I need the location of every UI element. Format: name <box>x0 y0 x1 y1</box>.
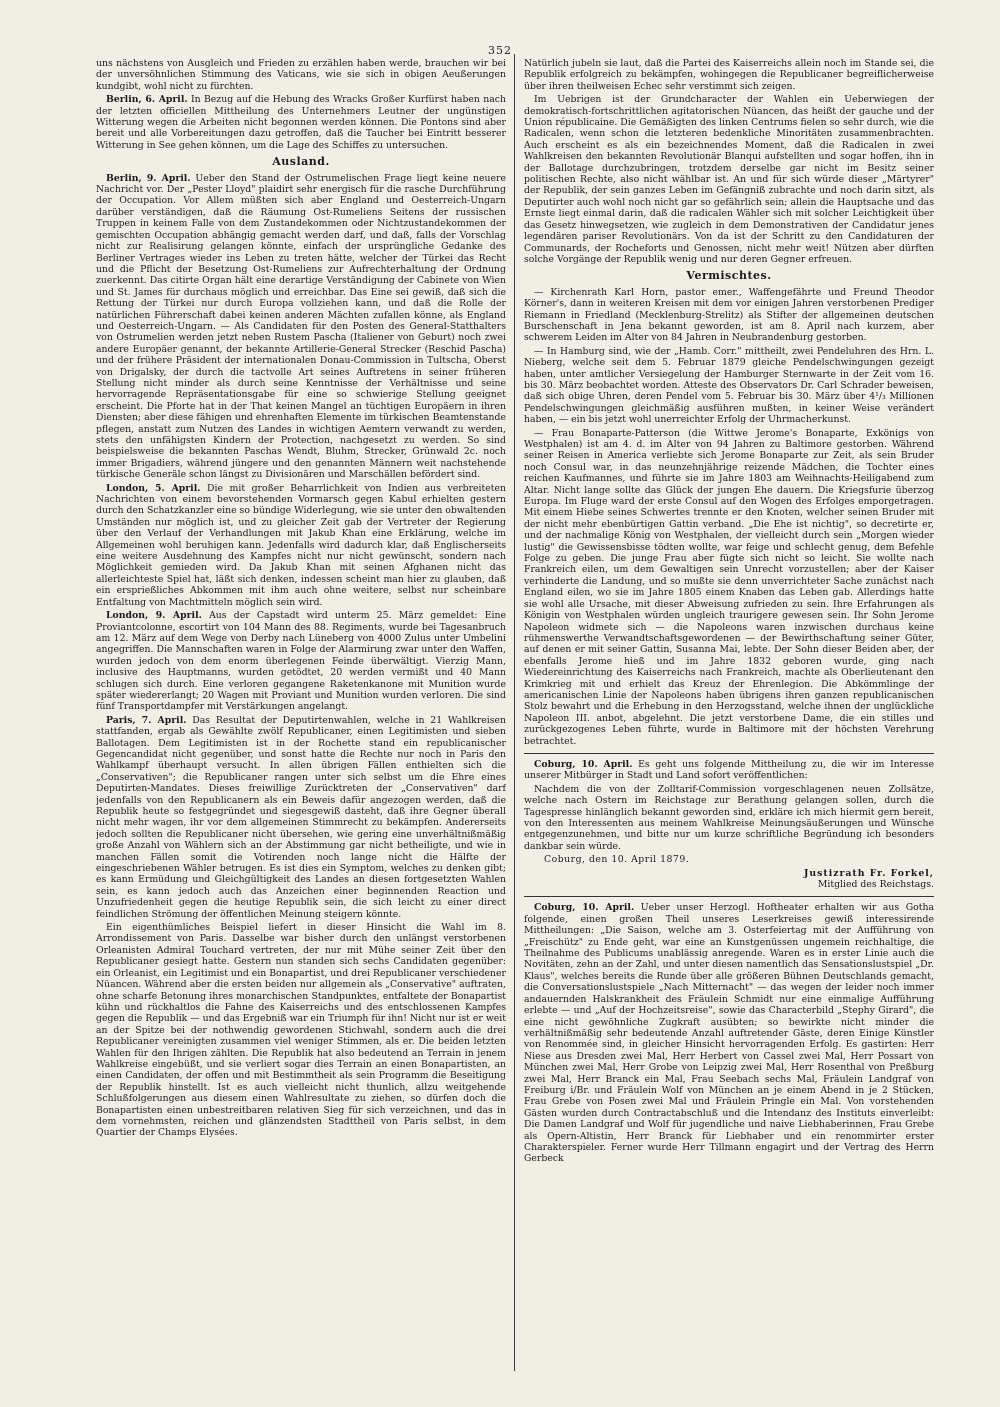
dateline: London, 9. April. <box>106 610 202 622</box>
article-london-kabul <box>96 483 506 608</box>
continuation-paragraph: Natürlich jubeln sie laut, daß die Partei des Kaiserreichs allein noch im Stande sei, die Republik erfolgreich zu bekämpfen, wohingegen die Republicaner begreiflicherweise über ihren theilweisen Echec sehr verstimmt sich zeigen. <box>524 58 934 92</box>
signature-title: Mitglied des Reichstags. <box>817 879 934 891</box>
dateline: Coburg, 10. April. <box>534 902 635 914</box>
notice-signature <box>524 868 934 891</box>
column-divider <box>514 54 515 1371</box>
article-berlin-wrack <box>96 94 506 151</box>
section-heading-vermischtes: Vermischtes. <box>686 269 772 283</box>
notice-body: Nachdem die von der Zolltarif-Commission vorgeschlagenen neuen Zollsätze, welche nach Ostern im Reichstage zur Berathung gelangen sollen, durch die Tagespresse hinlänglich bekannt geworden sind, erkläre ich mich hiermit gern bereit, von den Interessenten aus meinem Wahlkreise Meinungsäußerungen und Wünsche entgegenzunehmen, und bitte nur um kurze schriftliche Begründung ich besonders dankbar sein würde. <box>524 783 934 852</box>
signature-name: Justizrath Fr. Forkel, <box>804 867 934 879</box>
article-paris-grundcharacter: Im Uebrigen ist der Grundcharacter der Wahlen ein Ueberwiegen der demokratisch-fortschrittlichen agitatorischen Nüancen, das heißt der gauche und der Union républicaine. Die Gemäßigten des linken Centrums fielen so sehr durch, wie die Radicalen, wenn schon die letzteren bedenkliche Minoritäten zusammenbrachten. Auch erscheint es als ein bezeichnendes Moment, daß die Radicalen in zwei Wahlkreisen den bekannten Revolutionär Blanqui aufstellten und sogar hoffen, ihn in der Ballotage durchzubringen, trotzdem derselbe gar nicht im Besitz seiner politischen Rechte, also nicht wählbar ist. An und für sich würde dieser „Märtyrer" der Republik, der sein ganzes Leben im Gefängniß zubrachte und noch darin sitzt, als Deputirter auch wohl noch nicht gar so gefährlich sein; allein die Hauptsache und das Ernste liegt einmal darin, daß die radicalen Wähler sich mit solcher Leichtigkeit über das Gesetz hinwegsetzen, wie zugleich in dem Demonstrativen der Candidatur jenes legendären pariser Revolutionärs. Von da ist der Schritt zu den Candidaturen der Communards, der Rocheforts und Genossen, nicht mehr weit! Nützen aber dürften solche Vorgänge der Republik wenig und nur deren Gegner erfreuen. <box>524 94 934 265</box>
left-column <box>96 58 506 1367</box>
article-text: Das Resultat der Deputirtenwahlen, welche in 21 Wahlkreisen stattfanden, ergab als Gewählte zwölf Republicaner, einen Legitimisten und sieben Ballotagen. Dem Legitimisten ist in der Rochette stand ein republicanischer Gegencandidat nicht gegenüber, und sonst hatte die Rechte nur noch in Paris den Wahlkampf überhaupt versucht. In allen übrigen Fällen enthielten sich die „Conservativen"; die Republicaner rangen unter sich selbst um die Ehre eines Deputirten-Mandates. Dieses freiwillige Zurücktreten der „Conservativen" darf jedenfalls von den Republicanern als ein Beweis dafür angezogen werden, daß die Republik heute so festgegründet und siegesgewiß dasteht, daß ihre Gegner überall nicht mehr wagen, ihr vor dem allgemeinen Stimmrecht zu bekämpfen. Andererseits jedoch sollten die Republicaner nicht übersehen, wie gering eine unverhältnißmäßig große Anzahl von Wählern sich an der Abstimmung gar nicht betheiligte, und wie in manchen Fällen somit die Votirenden noch lange nicht die Hälfte der eingeschriebenen Wähler betrugen. Es ist dies ein Symptom, welches zu denken gibt; es kann Ermüdung und Gleichgültigkeit des Landes an diesen fortgesetzten Wahlen sein, es kann jedoch auch das Anzeichen einer beginnenden Reaction und Unzufriedenheit gegen die heutige Republik sein, die sich leicht zu einer direct feindlichen Strömung der öffentlichen Meinung steigern könnte. <box>96 714 506 920</box>
article-kirchenrath: — Kirchenrath Karl Horn, pastor emer., Waffengefährte und Freund Theodor Körner's, dann in weiteren Kreisen mit dem vor einigen Jahren verstorbenen Prediger Riemann in Friedland (Mecklenburg-Strelitz) als Stifter der allgemeinen deutschen Burschenschaft in Jena bekannt geworden, ist am 8. April nach kurzem, aber schwerem Leiden im Alter von 84 Jahren in Neubrandenburg gestorben. <box>524 286 934 344</box>
section-heading-ausland: Ausland. <box>272 155 330 169</box>
dateline: Coburg, 10. April. <box>534 758 633 770</box>
dateline: London, 5. April. <box>106 482 201 494</box>
dateline: Berlin, 9. April. <box>106 172 191 184</box>
article-berlin-orient <box>96 173 506 481</box>
article-text: Es geht uns folgende Mittheilung zu, die wir im Interesse unserer Mitbürger in Stadt und Land sofort veröffentlichen: <box>524 758 934 782</box>
dateline: Paris, 7. April. <box>106 714 187 726</box>
article-text: Aus der Capstadt wird unterm 25. März gemeldet: Eine Proviantcolonne, escortirt von 104 Mann des 88. Regiments, wurde bei Tagesanbruch am 12. März auf dem Wege von Derby nach Lüneberg von 4000 Zulus unter Umbelini angegriffen. Die Mannschaften waren in Folge der Alarmirung zwar unter den Waffen, wurden jedoch von dem enorm überlegenen Feinde überwältigt. Vierzig Mann, inclusive des Hauptmanns, wurden getödtet, 20 werden vermißt und 40 Mann schlugen sich durch. Eine verloren gegangene Raketenkanone mit Munition wurde später wiedererlangt; 20 Wagen mit Proviant und Munition wurden verloren. Die sind fünf Transportdampfer mit Verstärkungen angelangt. <box>96 610 506 713</box>
article-coburg-theater <box>524 902 934 1164</box>
section-divider <box>524 753 934 754</box>
article-bonaparte-patterson: — Frau Bonaparte-Patterson (die Wittwe Jerome's Bonaparte, Exkönigs von Westphalen) ist am 4. d. im Alter von 94 Jahren zu Baltimore gestorben. Während seiner Reisen in America verliebte sich Jerome Bonaparte zur Zeit, als sein Bruder noch Consul war, in das neunzehnjährige reizende Mädchen, die Tochter eines reichen Kaufmannes, und führte sie im Jahre 1803 am Weihnachts-Heiligabend zum Altar. Nicht lange sollte das Glück der jungen Ehe dauern. Die Kriegsfurie überzog Europa. Im Fluge ward der erste Consul auf den Wogen des Erfolges emporgetragen. Mit einem Hiebe seines Schwertes trennte er den Knoten, welcher seinen Bruder mit der nicht mehr ebenbürtigen Gattin verband. „Die Ehe ist nichtig", so decretirte er, und der nachmalige König von Westphalen, der vielleicht durch sein „Morgen wieder lustig" die Gewissensbisse tödten wollte, war feige und schlecht genug, dem Befehle Folge zu geben. Die junge Frau aber fügte sich nicht so leicht. Sie wollte nach Frankreich eilen, um dem Gewaltigen sein Unrecht vorzustellen; aber der Kaiser verhinderte die Landung, und so mußte sie denn unverrichteter Sache zunächst nach England eilen, wo sie im Jahre 1805 einem Knaben das Leben gab. Allerdings hatte sie wohl alle Ursache, mit dieser Abweisung zufrieden zu sein. Ihre Erfahrungen als Königin von Westphalen würden ungleich traurigere gewesen sein. Ihr Sohn Jerome Napoleon widmete sich — die Napoleons waren inzwischen durchaus keine rühmenswerthe Verwandtschaftsgewordenen — der Bewirthschaftung seiner Güter, auf denen er mit seiner Gattin, Susanna Mai, lebte. Der Sohn dieser Beiden aber, der ebenfalls Jerome hieß und im Jahre 1832 geboren wurde, ging nach Wiedereinrichtung des Kaiserreichs nach Frankreich, machte als Oberlieutenant den Krimkrieg mit und erhielt das Kreuz der Ehrenlegion. Die Abkömmlinge der americanischen Linie der Napoleons haben übrigens ihren ganzen republicanischen Stolz bewahrt und die Erhebung in den Herzogsstand, welche ihnen der unglückliche Napoleon III. anbot, abgelehnt. Die jetzt verstorbene Dame, die ein stilles und zurückgezogenes Leben führte, wurde in Baltimore mit der höchsten Verehrung betrachtet. <box>524 427 934 747</box>
article-paris-arrondissement: Ein eigenthümliches Beispiel liefert in dieser Hinsicht die Wahl im 8. Arrondissement von Paris. Dasselbe war bisher durch den unlängst verstorbenen Orleanisten Admiral Touchard vertreten, der nur mit Mühe seiner Zeit über den Republicaner gesiegt hatte. Gestern nun standen sich sechs Candidaten gegenüber: ein Orleanist, ein Legitimist und ein Bonapartist, und drei Republicaner verschiedener Nüancen. Während aber die ersten beiden nur allgemein als „Conservative" auftraten, ohne scharfe Betonung ihres monarchischen Standpunktes, entfaltete der Bonapartist kühn und rückhaltlos die Fahne des Kaiserreichs und des entschlossenen Kampfes gegen die Republik — und das Ergebniß war ein Triumph für ihn! Nicht nur ist er weit an der Spitze bei der nothwendig gewordenen Stichwahl, sondern auch die drei Republicaner vereinigten zusammen viel weniger Stimmen, als er. Die beiden letzten Wahlen für den Ihrigen zählten. Die Republik hat also bedeutend an Terrain in jenem Wahlkreise eingebüßt, und sie verliert sogar dies Terrain an einen Bonapartisten, an einen Candidaten, der offen und mit Bestimmtheit als sein Programm die Beseitigung der Republik hinstellt. Ist es auch vielleicht nicht thunlich, allzu weitgehende Schlußfolgerungen aus diesem einen Wahlresultate zu ziehen, so dürfen doch die Bonapartisten einen unbestreitbaren relativen Sieg für sich verzeichnen, und das in dem vornehmsten, reichen und glänzendsten Stadttheil von Paris selbst, in dem Quartier der Champs Elysées. <box>96 922 506 1139</box>
right-column <box>524 58 934 1367</box>
page-number: 352 <box>488 44 512 57</box>
dateline: Berlin, 6. April. <box>106 94 188 106</box>
article-london-capstadt <box>96 610 506 713</box>
article-paris-wahl <box>96 715 506 920</box>
article-text: Ueber unser Herzogl. Hoftheater erhalten wir aus Gotha folgende, einen großen Theil unseres Leserkreises gewiß interessirende Mittheilungen: „Die Saison, welche am 3. Osterfeiertag mit der Aufführung von „Freischütz" zu Ende geht, war eine an Kunstgenüssen ungemein reichhaltige, die Theilnahme des Publicums unablässig anregende. Waren es in erster Linie auch die Novitäten, zehn an der Zahl, und unter diesen namentlich das Sensationslustspiel „Dr. Klaus", welches bereits die Runde über alle größeren Bühnen Deutschlands gemacht, die Conversationslustspiele „Nach Mitternacht" — das wegen der leider noch immer andauernden Halskrankheit des Fräulein Schmidt nur eine einmalige Aufführung erlebte — und „Auf der Hochzeitsreise", sowie das Characterbild „Stephy Girard", die eine nicht gewöhnliche Zugkraft ausübten; so bewirkte nicht minder die verhältnißmäßig sehr bedeutende Anzahl auftretender Gäste, deren Einige Künstler von Renommée sind, in gleicher Hinsicht hervorragenden Erfolg. Es gastirten: Herr Niese aus Dresden zwei Mal, Herr Herbert von Cassel zwei Mal, Herr Possart von München zwei Mal, Herr Grobe von Leipzig zwei Mal, Herr Rosenthal von Preßburg zwei Mal, Herr Branck ein Mal, Frau Seebach sechs Mal, Fräulein Landgraf von Freiburg i/Br. und Fräulein Wolf von München an je einem Abend in je 2 Stücken, Frau Grebe von Posen zwei Mal und Fräulein Pringle ein Mal. Von vorstehenden Gästen wurden durch Contractabschluß und die Intendanz des Instituts einverleibt: Die Damen Landgraf und Wolf für jugendliche und naive Liebhaberinnen, Frau Grebe als Opern-Altistin, Herr Branck für Liebhaber und ein renommirter erster Charakterspieler. Ferner wurde Herr Tillmann engagirt und der Vertrag des Herrn Gerbeck <box>524 902 934 1165</box>
intro-paragraph: uns nächstens von Ausgleich und Frieden zu erzählen haben werde, brauchen wir bei der unversöhnlichen Stimmung des Vaticans, wie sie sich in obigen Aeußerungen kundgibt, wohl nicht zu fürchten. <box>96 58 506 92</box>
article-text: In Bezug auf die Hebung des Wracks Großer Kurfürst haben nach der letzten officiellen Mittheilung des Unternehmers Leutner der ungünstigen Witterung wegen die Arbeiten nicht begonnen werden können. Die Pontons sind aber bereit und alle Vorbereitungen dazu getroffen, daß die Taucher bei Eintritt besserer Witterung in See gehen können, um die Lage des Schiffes zu untersuchen. <box>96 94 506 151</box>
article-hamburg-pendel: — In Hamburg sind, wie der „Hamb. Corr." mittheilt, zwei Pendeluhren des Hrn. L. Nieberg, welche seit dem 5. Februar 1879 gleiche Pendelschwingungen gezeigt haben, unter amtlicher Versiegelung der Hamburger Sternwarte in der Zeit vom 16. bis 30. März beobachtet worden. Atteste des Observators Dr. Carl Schrader beweisen, daß sich obige Uhren, deren Pendel vom 5. Februar bis 30. März über 4¹/₃ Millionen Pendelschwingungen gleichmäßig ausführen mußten, in keiner Weise verändert haben, — ein bis jetzt wohl unerreichter Erfolg der Uhrmacherkunst. <box>524 345 934 426</box>
article-text: Ueber den Stand der Ostrumelischen Frage liegt keine neuere Nachricht vor. Der „Pester Lloyd" plaidirt sehr energisch für die rasche Durchführung der Occupation. Vor Allem müßten sich aber England und Oesterreich-Ungarn darüber verständigen, daß die Räumung Ost-Rumeliens Seitens der russischen Truppen in keinem Falle von dem Zustandekommen oder Nichtzustandekommen der gemischten Occupation abhängig gemacht werden darf, und daß, falls der Vorschlag nicht zur Realisirung gelangen könnte, einfach der ursprüngliche Gedanke des Berliner Vertrages wieder ins Leben zu treten hätte, welcher der Türkei das Recht und die Pflicht der Besetzung Ost-Rumeliens zur Aufrechterhaltung der Ordnung zuerkennt. Das citirte Organ hält eine derartige Verständigung der Cabinete von Wien und St. James für durchaus möglich und erreichbar. Das Eine sei gewiß, daß sich die Rettung der Türkei nur durch Europa vollziehen kann, und daß die Rolle der natürlichen Führerschaft dabei keinen anderen Mächten zufallen könne, als England und Oesterreich-Ungarn. — Als Candidaten für den Posten des General-Statthalters von Ostrumelien werden jetzt neben Rustem Pascha (Italiener von Geburt) noch zwei andere Europäer genannt, der bekannte Artillerie-General Strecker (Reschid Pascha) und der frühere Präsident der internationalen Donau-Commission in Tultscha, Oberst von Drigalsky, der durch die tactvolle Art seines Auftretens in seiner früheren Stellung nicht minder als durch seine Kenntnisse der Verhältnisse und seine hervorragende Repräsentationsgabe für eine so schwierige Stellung geeignet erscheint. Die Pforte hat in der That keinen Mangel an tüchtigen Europäern in ihren Diensten; aber diese fähigen und ehrenhaften Elemente im türkischen Beamtenstande pflegen, anstatt zum Nutzen des Landes in wichtigen Aemtern verwandt zu werden, stets den unfähigsten Kindern der Protection, nachgesetzt zu werden. So sind beispielsweise die bekannten Paschas Wendt, Bluhm, Strecker, Grünwald 2c. noch immer Brigadiers, während jüngere und den genannten Männern weit nachstehende türkische Generäle schon längst zu Divisionären und Marschällen befördert sind. <box>96 172 506 481</box>
article-text: Die mit großer Beharrlichkeit von Indien aus verbreiteten Nachrichten von einem bevorstehenden Vormarsch gegen Kabul erhielten gestern durch den Schatzkanzler eine so bündige Widerlegung, wie sie unter den obwaltenden Umständen nur möglich ist, und zu gleicher Zeit gab der Vertreter der Regierung über den Verlauf der Verhandlungen mit Jakub Khan eine Erklärung, welche im Allgemeinen wohl beruhigen kann. Jedenfalls wird dadurch klar, daß Englischerseits eine weitere Ausdehnung des Kampfes nicht nur nicht gewünscht, sondern nach Möglichkeit gemieden wird. Da Jakub Khan mit seinen Afghanen nicht das allerleichteste Spiel hat, läßt sich denken, indessen scheint man hier zu glauben, daß ein ersprießliches Abkommen mit ihm auch ohne weitere, selbst nur scheinbare Entfaltung von Machtmitteln möglich sein wird. <box>96 482 506 608</box>
article-coburg-notice <box>524 759 934 782</box>
notice-place-date: Coburg, den 10. April 1879. <box>544 854 690 866</box>
section-divider <box>524 896 934 897</box>
